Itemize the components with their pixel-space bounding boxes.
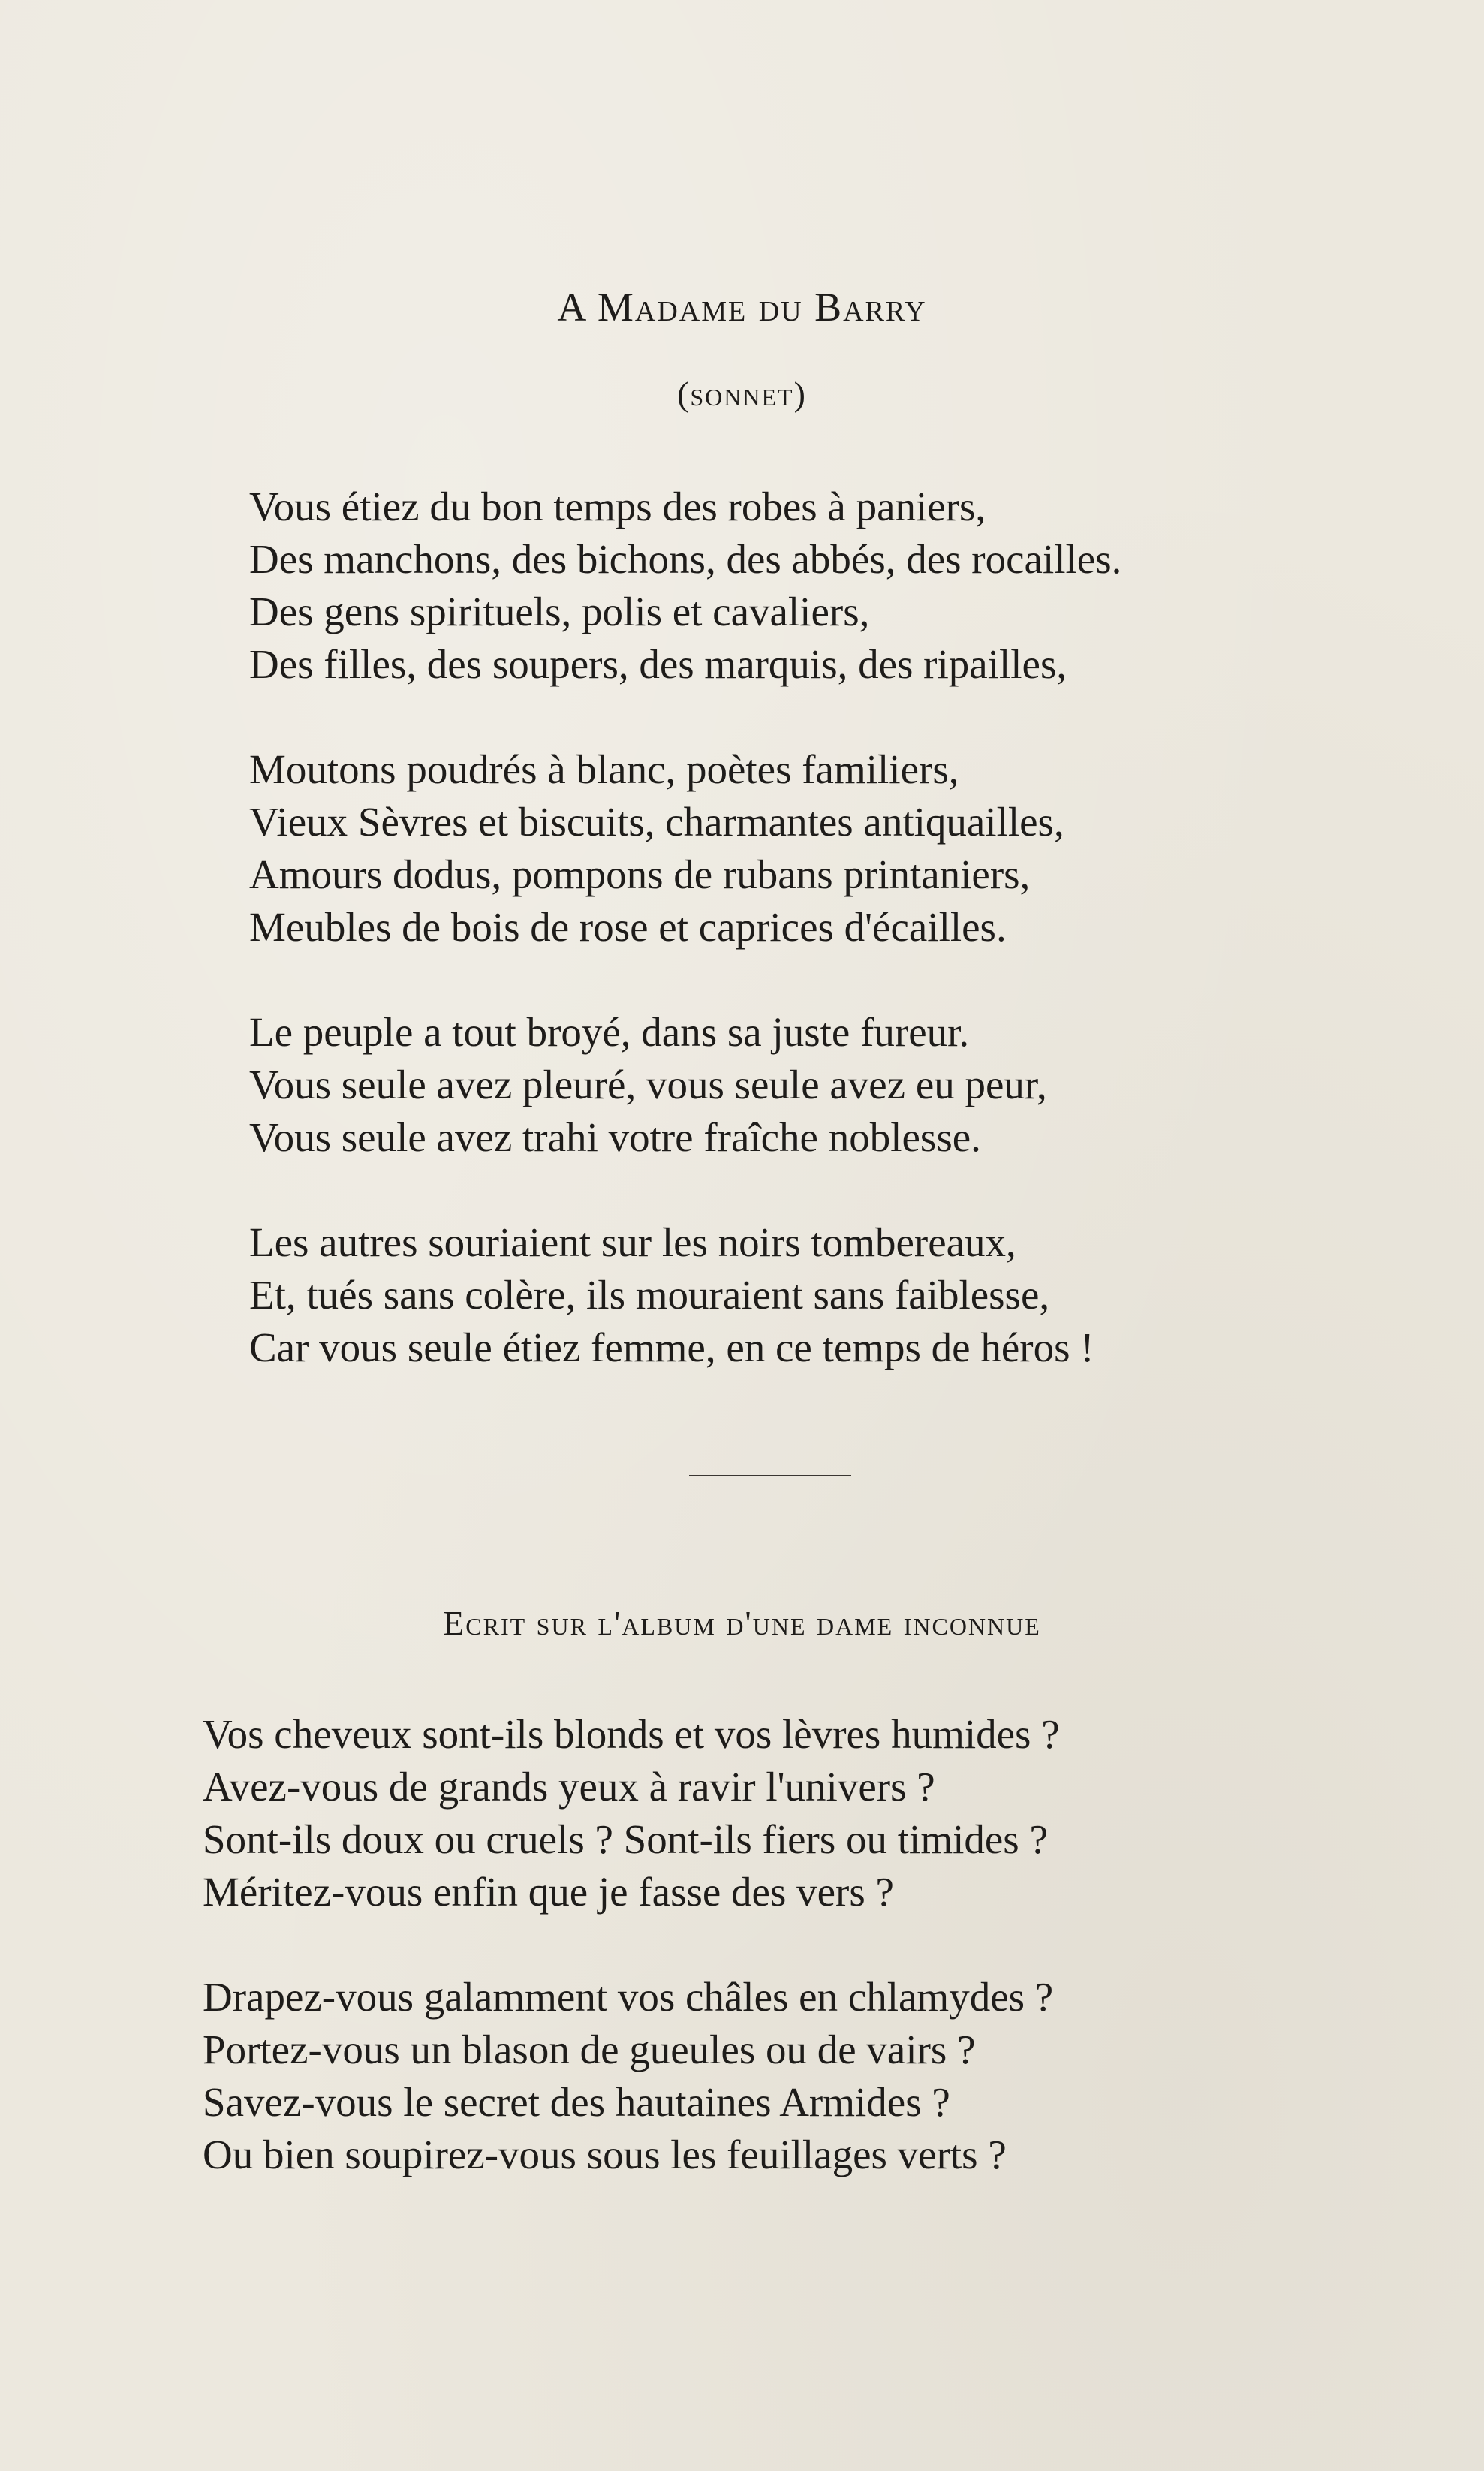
poem-line: Portez-vous un blason de gueules ou de vairs ?: [203, 2027, 976, 2072]
poem-line: Car vous seule étiez femme, en ce temps de héros !: [249, 1324, 1094, 1370]
poem-line: Vieux Sèvres et biscuits, charmantes antiquailles,: [249, 799, 1064, 845]
poem-line: Amours dodus, pompons de rubans printaniers,: [249, 851, 1031, 897]
poem-line: Moutons poudrés à blanc, poètes familiers,: [249, 746, 959, 792]
poem-line: Savez-vous le secret des hautaines Armides ?: [203, 2079, 950, 2125]
poem-2-title: Ecrit sur l'album d'une dame inconnue: [443, 1604, 1041, 1642]
poem-line: Vous étiez du bon temps des robes à paniers,: [249, 484, 986, 529]
poem-line: Méritez-vous enfin que je fasse des vers ?: [203, 1869, 894, 1915]
poem-1-subtitle: (sonnet): [677, 375, 807, 413]
poem-line: Et, tués sans colère, ils mouraient sans faiblesse,: [249, 1272, 1050, 1318]
poem-1-title: A Madame du Barry: [557, 285, 927, 330]
poem-line: Drapez-vous galamment vos châles en chlamydes ?: [203, 1974, 1054, 2020]
poem-line: Des gens spirituels, polis et cavaliers,: [249, 589, 870, 634]
poem-line: Sont-ils doux ou cruels ? Sont-ils fiers ou timides ?: [203, 1816, 1048, 1862]
poem-line: Le peuple a tout broyé, dans sa juste fureur.: [249, 1009, 970, 1055]
poem-line: Vous seule avez pleuré, vous seule avez eu peur,: [249, 1062, 1047, 1107]
poem-line: Vos cheveux sont-ils blonds et vos lèvres humides ?: [203, 1711, 1060, 1757]
poem-line: Avez-vous de grands yeux à ravir l'univers ?: [203, 1764, 935, 1810]
poem-line: Des manchons, des bichons, des abbés, des rocailles.: [249, 536, 1122, 582]
poem-line: Ou bien soupirez-vous sous les feuillages verts ?: [203, 2132, 1007, 2177]
poem-line: Des filles, des soupers, des marquis, des ripailles,: [249, 641, 1067, 687]
poem-line: Meubles de bois de rose et caprices d'écailles.: [249, 904, 1007, 950]
section-divider: [689, 1475, 851, 1476]
poem-line: Les autres souriaient sur les noirs tombereaux,: [249, 1219, 1016, 1265]
poem-line: Vous seule avez trahi votre fraîche noblesse.: [249, 1114, 981, 1160]
